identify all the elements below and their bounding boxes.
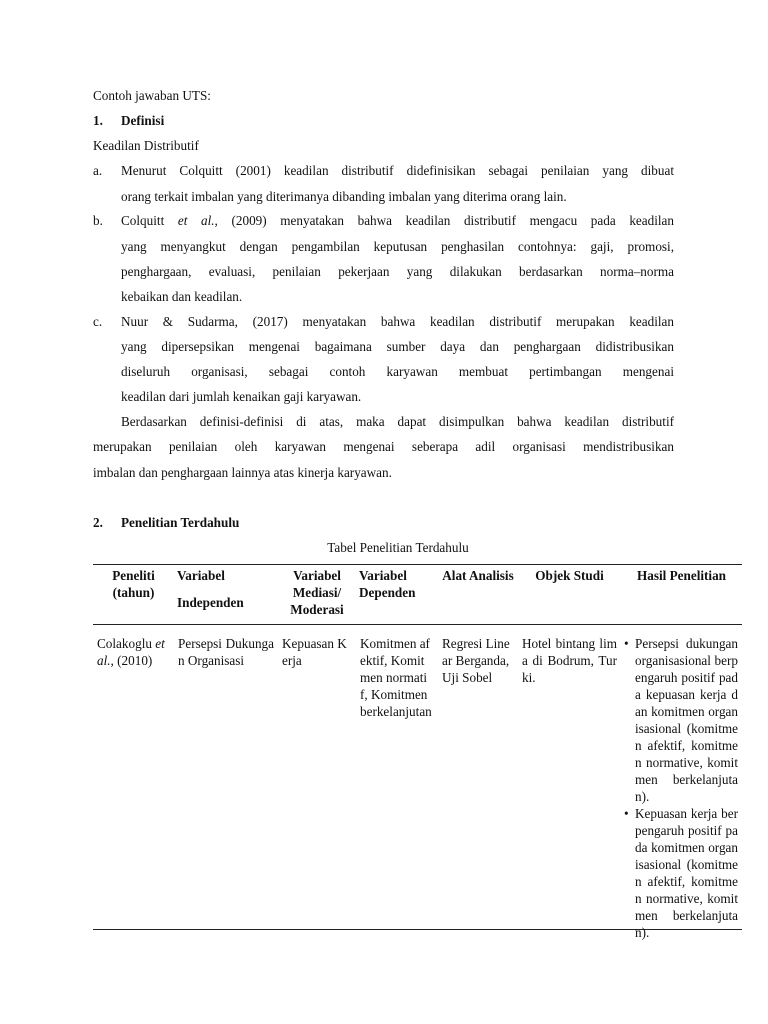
def-b-marker: b. bbox=[93, 213, 103, 228]
table-header-row bbox=[93, 565, 742, 625]
def-b-line-1 bbox=[121, 213, 674, 229]
header-mediasi: Variabel Mediasi/ Moderasi bbox=[278, 565, 356, 625]
section-1-number: 1. bbox=[93, 113, 103, 128]
cell-alat: Regresi Linear Berganda, Uji Sobel bbox=[438, 625, 518, 930]
def-c-line-1: Nuur & Sudarma, (2017) menyatakan bahwa keadilan distributif merupakan keadilan bbox=[121, 314, 674, 329]
def-a-line-2: orang terkait imbalan yang diterimanya dibanding imbalan yang diterima orang lain. bbox=[121, 189, 567, 204]
cell-peneliti-et-al: et al., bbox=[97, 636, 165, 668]
def-c-line-4: keadilan dari jumlah kenaikan gaji karyawan. bbox=[121, 389, 362, 404]
header-independen: Independen bbox=[177, 595, 244, 610]
def-b-line-2: yang menyangkut dengan pengambilan keputusan penghasilan contohnya: gaji, promosi, bbox=[121, 239, 674, 254]
research-table bbox=[93, 564, 742, 940]
conclusion-line-1: Berdasarkan definisi-definisi di atas, maka dapat disimpulkan bahwa keadilan distributif bbox=[121, 414, 674, 429]
cell-hasil bbox=[621, 625, 742, 940]
cell-mediasi: Kepuasan Kerja bbox=[278, 625, 356, 930]
hasil-list bbox=[623, 635, 738, 941]
section-2-title: Penelitian Terdahulu bbox=[121, 515, 240, 530]
section-2-number: 2. bbox=[93, 515, 103, 530]
conclusion-line-3: imbalan dan penghargaan lainnya atas kinerja karyawan. bbox=[93, 465, 392, 480]
cell-peneliti-name: Colakoglu bbox=[97, 636, 152, 651]
hasil-item-2: • Kepuasan kerja berpengaruh positif pada komitmen organisasional (komitmen afektif, komitmen normative, komitmen berkelanjutan). bbox=[635, 805, 738, 941]
conclusion-line-2: merupakan penilaian oleh karyawan mengenai seberapa adil organisasi mendistribusikan bbox=[93, 439, 674, 454]
def-b-author: Colquitt bbox=[121, 213, 178, 228]
header-variabel-label: Variabel bbox=[177, 568, 225, 583]
def-b-line-3: penghargaan, evaluasi, penilaian pekerjaan yang dilakukan berdasarkan norma–norma bbox=[121, 264, 674, 279]
header-dependen: Variabel Dependen bbox=[356, 565, 438, 625]
header-objek: Objek Studi bbox=[518, 565, 621, 625]
def-b-line-4: kebaikan dan keadilan. bbox=[121, 289, 243, 304]
intro-text: Contoh jawaban UTS: bbox=[93, 88, 211, 103]
header-peneliti: Peneliti (tahun) bbox=[93, 565, 174, 625]
table-caption: Tabel Penelitian Terdahulu bbox=[327, 540, 469, 555]
header-variabel bbox=[174, 565, 278, 625]
def-a-line-1: Menurut Colquitt (2001) keadilan distributif didefinisikan sebagai penilaian yang dibuat bbox=[121, 163, 674, 178]
cell-hasil-clip bbox=[623, 635, 738, 940]
cell-dependen: Komitmen afektif, Komitmen normatif, Komitmen berkelanjutan bbox=[356, 625, 438, 930]
def-b-rest: (2009) menyatakan bahwa keadilan distributif mengacu pada keadilan bbox=[217, 213, 674, 228]
def-a-marker: a. bbox=[93, 163, 103, 178]
cell-objek: Hotel bintang lima di Bodrum, Turki. bbox=[518, 625, 621, 930]
hasil-item-1: • Persepsi dukungan organisasional berpengaruh positif pada kepuasan kerja dan komitmen organisasional (komitmen afektif, komitmen normative, komitmen berkelanjutan). bbox=[635, 635, 738, 805]
def-b-et-al: et al., bbox=[177, 213, 218, 228]
cell-peneliti bbox=[93, 625, 174, 930]
table-row bbox=[93, 625, 742, 930]
cell-peneliti-year: (2010) bbox=[117, 653, 153, 668]
def-c-marker: c. bbox=[93, 314, 103, 329]
def-c-line-3: diseluruh organisasi, sebagai contoh karyawan membuat pertimbangan mengenai bbox=[121, 364, 674, 379]
section-1-title: Definisi bbox=[121, 113, 165, 128]
cell-independen: Persepsi Dukungan Organisasi bbox=[174, 625, 278, 930]
header-hasil: Hasil Penelitian bbox=[621, 565, 742, 625]
header-alat: Alat Analisis bbox=[438, 565, 518, 625]
def-c-line-2: yang dipersepsikan mengenai bagaimana sumber daya dan penghargaan didistribusikan bbox=[121, 339, 674, 354]
subheading-keadilan: Keadilan Distributif bbox=[93, 138, 199, 153]
